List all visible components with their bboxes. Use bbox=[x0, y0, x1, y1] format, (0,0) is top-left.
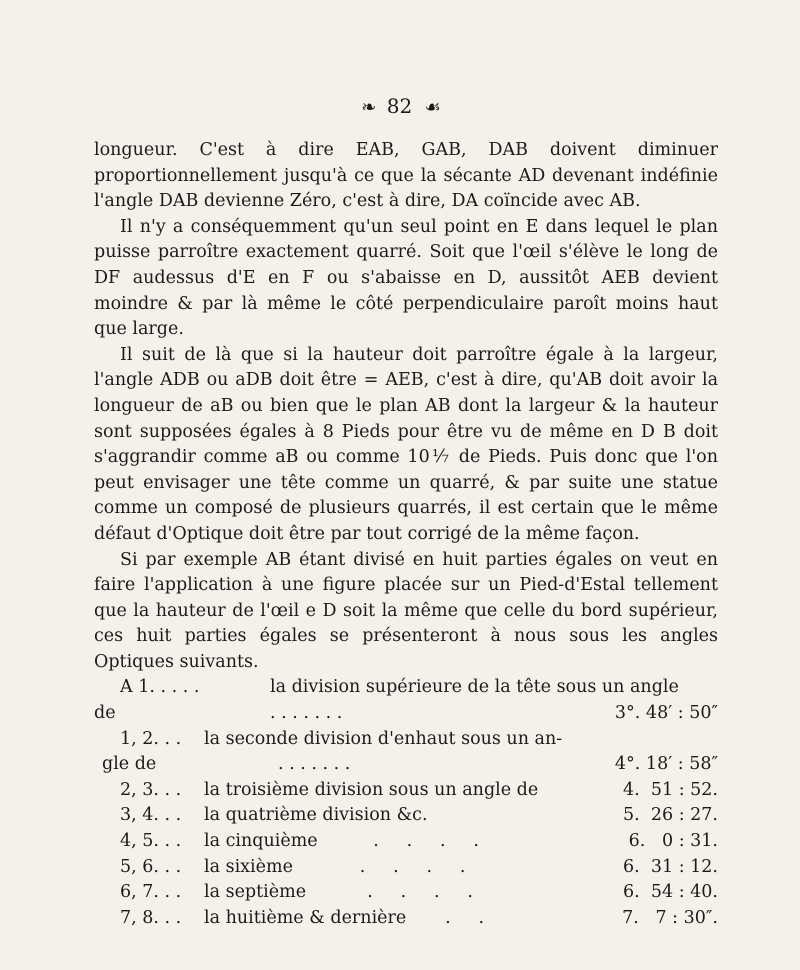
list-item bbox=[120, 855, 718, 881]
division-text: la division supérieure de la tête sous un angle bbox=[270, 677, 679, 698]
division-list bbox=[94, 675, 718, 931]
division-angle: 6. 0 : 31. bbox=[628, 831, 718, 852]
division-angle: 6. 54 : 40. bbox=[623, 882, 718, 903]
list-item bbox=[120, 906, 718, 932]
list-item bbox=[120, 675, 718, 701]
division-cont-text: . . . . . . . bbox=[270, 703, 343, 724]
division-label: 1, 2. . . bbox=[120, 728, 182, 749]
ornament-left-icon: ❧ bbox=[361, 97, 375, 118]
list-item-continuation bbox=[94, 701, 718, 727]
division-angle: 3°. 48′ : 50″ bbox=[614, 703, 718, 724]
list-item bbox=[120, 778, 718, 804]
division-text: la huitième & dernière . . bbox=[204, 907, 485, 928]
division-text: la seconde division d'enhaut sous un an- bbox=[204, 728, 563, 749]
division-label: 3, 4. . . bbox=[120, 805, 182, 826]
list-item-continuation bbox=[102, 752, 718, 778]
list-item bbox=[120, 803, 718, 829]
list-item bbox=[120, 727, 718, 753]
paragraph: Si par exemple AB étant divisé en huit parties égales on veut en faire l'application à une figure placée sur un Pied-d'Estal tellement que la hauteur de l'œil e D soit la même que celle du bord supérieur, ces huit parties égales se présenteront à nous sous les angles Optiques suivants. bbox=[94, 549, 718, 672]
ornament-right-icon: ☙ bbox=[424, 97, 439, 118]
list-item bbox=[120, 880, 718, 906]
division-text: la sixième . . . . bbox=[204, 856, 466, 877]
page-body bbox=[94, 138, 718, 931]
division-text: la troisième division sous un angle de bbox=[204, 779, 539, 800]
division-label: 2, 3. . . bbox=[120, 779, 182, 800]
division-text: la septième . . . . bbox=[204, 882, 473, 903]
page-header bbox=[0, 94, 800, 118]
paragraph: Il n'y a conséquemment qu'un seul point en E dans lequel le plan puisse parroître exactement quarré. Soit que l'œil s'élève le long de DF audessus d'E en F ou s'abaisse en D, aussitôt AEB devient moindre & par là même le côté perpendiculaire paroît moins haut que large. bbox=[94, 216, 718, 340]
division-angle: 4°. 18′ : 58″ bbox=[614, 754, 718, 775]
division-angle: 7. 7 : 30″. bbox=[622, 907, 718, 928]
division-label: A 1. . . . . bbox=[120, 677, 200, 698]
division-angle: 6. 31 : 12. bbox=[623, 856, 718, 877]
division-angle: 4. 51 : 52. bbox=[623, 779, 718, 800]
division-cont-text: . . . . . . . bbox=[278, 754, 351, 775]
division-label: 6, 7. . . bbox=[120, 882, 182, 903]
division-label: 7, 8. . . bbox=[120, 907, 182, 928]
paragraph: longueur. C'est à dire EAB, GAB, DAB doivent diminuer proportionnellement jusqu'à ce que la sécante AD devenant indéfinie l'angle DAB devienne Zéro, c'est à dire, DA coïncide avec AB. bbox=[94, 140, 718, 212]
division-cont-label: de bbox=[94, 703, 116, 724]
division-text: la cinquième . . . . bbox=[204, 831, 479, 852]
division-text: la quatrième division &c. bbox=[204, 805, 428, 826]
division-label: 5, 6. . . bbox=[120, 856, 182, 877]
division-label: 4, 5. . . bbox=[120, 831, 182, 852]
division-cont-label: gle de bbox=[102, 754, 157, 775]
page-number: 82 bbox=[386, 94, 413, 118]
division-angle: 5. 26 : 27. bbox=[623, 805, 718, 826]
paragraph: Il suit de là que si la hauteur doit parroître égale à la largeur, l'angle ADB ou aDB doit être = AEB, c'est à dire, qu'AB doit avoir la longueur de aB ou bien que le plan AB dont la largeur & la hauteur sont supposées égales à 8 Pieds pour être vu de même en D B doit s'aggrandir comme aB ou comme 10⅐ de Pieds. Puis donc que l'on peut envisager une tête comme un quarré, & par suite une statue comme un composé de plusieurs quarrés, il est certain que le même défaut d'Optique doit être par tout corrigé de la même façon. bbox=[94, 344, 718, 544]
list-item bbox=[120, 829, 718, 855]
